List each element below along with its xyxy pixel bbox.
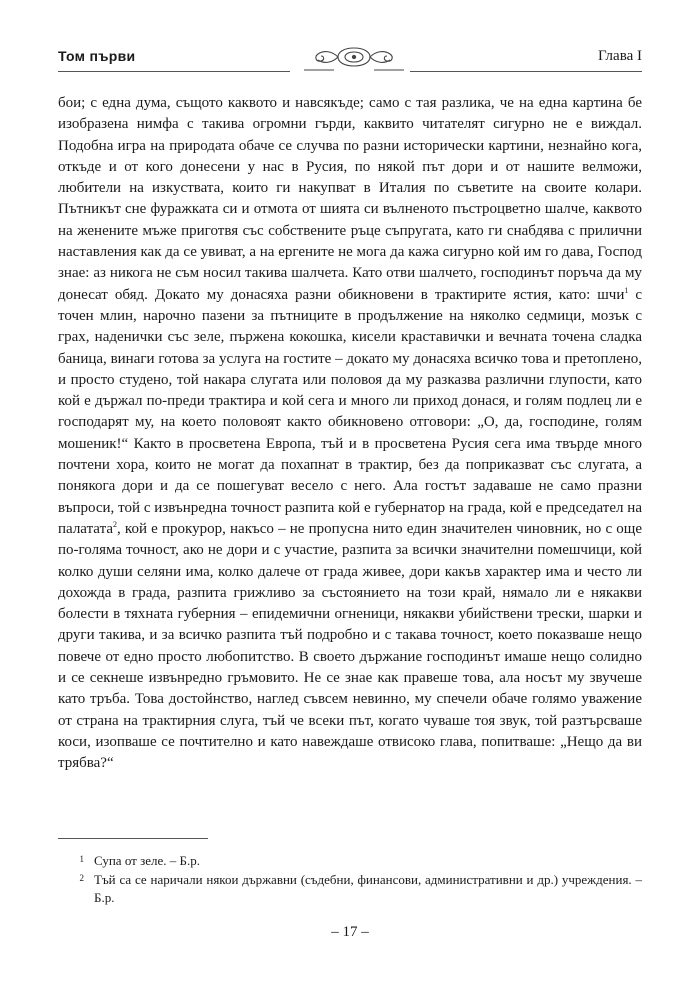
header-rule-right — [410, 71, 642, 72]
footnote-number: 1 — [79, 854, 84, 864]
footnote-text: Тъй са се наричали някои държавни (съдебни, финансови, административни и др.) учреждения. – Б.р. — [94, 872, 642, 905]
ornament-icon — [304, 42, 404, 72]
footnote-number: 2 — [79, 873, 84, 883]
footnote — [58, 852, 642, 870]
paragraph — [58, 93, 642, 775]
footnotes — [58, 852, 642, 908]
text-segment: , кой е прокурор, накъсо – не пропусна нито един значителен чиновник, но с още по-голяма точност, ако не дори и с участие, разпита за всички значителни помешчици, кой колко души селяни има, колко далече от града живее, дори какъв характер има и често ли дохожда в града, разпита грижливо за състоянието на този край, нямало ли е някакви болести в тяхната губерния – епидемични огненици, някакви убийствени трески, шарки и други такива, и за всичко разпита тъй подробно и с такава точност, което показваше нещо повече от едно просто любопитство. В своето държание господинът имаше нещо солидно и сe секнеше извънредно гръмовито. Не се знае как правеше това, ала носът му звучеше като тръба. Това достойнство, наглед съвсем невинно, му спечели обаче голямо уважение от страна на трактирния слуга, тъй че всеки път, когато чуваше тоя звук, той разтърсваше коси, изопваше се почтително и като навеждаше отвисоко глава, попитваше: „Нещо да ви трябва?“ — [58, 520, 642, 772]
header-rule-left — [58, 71, 290, 72]
footnote-text: Супа от зеле. – Б.р. — [94, 853, 200, 868]
running-header — [58, 44, 642, 72]
page-number: – 17 – — [331, 924, 369, 940]
chapter-title: Глава I — [598, 48, 642, 64]
volume-title: Том първи — [58, 48, 136, 64]
footnote — [58, 871, 642, 907]
footnote-ref: 2 — [112, 519, 117, 529]
footnote-ref: 1 — [624, 285, 629, 295]
main-text — [58, 93, 642, 775]
text-segment: бои; с една дума, същото каквото и навсякъде; само с тая разлика, че на една картина бе изобразена нимфа с такива огромни гърди, каквито читателят сигурно не е виждал. Подобна игра на природата обаче се случва по разни исторически картини, незнайно кога, откъде и от кого донесени у нас в Русия, по някой път дори и от нашите велможи, любители на изкуствата, които ги накупват в Италия по съветите на своите колари. Пътникът сне фуражката си и отмота от шията си вълненото пъстроцветно шалче, каквото на женените мъже приготвя със собствените ръце съпругата, като ги снабдява с прилични наставления как да се увиват, а на ергените не мога да кажа сигурно кой им го дава, Господ знае: аз никога не съм носил такива шалчета. Като отви шалчето, господинът поръча да му донесат обяд. Докато му донасяха разни обикновени в трактирите ястия, като: шчи — [58, 95, 642, 303]
text-segment: с точен млин, нарочно пазени за пътниците в продължение на няколко седмици, мозък с грах, наденички със зеле, пържена кокошка, кисели краставички и вечната точена сладка баница, винаги готова за услуга на гостите – докато му донасяха всичко това и претоплено, и просто студено, той накара слугата или половоя да му разказва различни глупости, като кой е държал по-преди трактира и кой сега и много ли приход донася, и голям подлец ли е господарят му, на което половоят както обикновено отговори: „О, да, господине, голям мошеник!“ Както в просветена Европа, тъй и в просветена Русия сега има твърде много почтени хора, които не могат да похапнат в трактир, без да поприказват със слугата, а понякога дори и да се пошегуват весело с него. Ала гостът задаваше не само празни въпроси, той с извънредна точност разпита кой е губернатор на града, кой е председател на палатата — [58, 286, 642, 537]
footnote-separator — [58, 838, 208, 839]
